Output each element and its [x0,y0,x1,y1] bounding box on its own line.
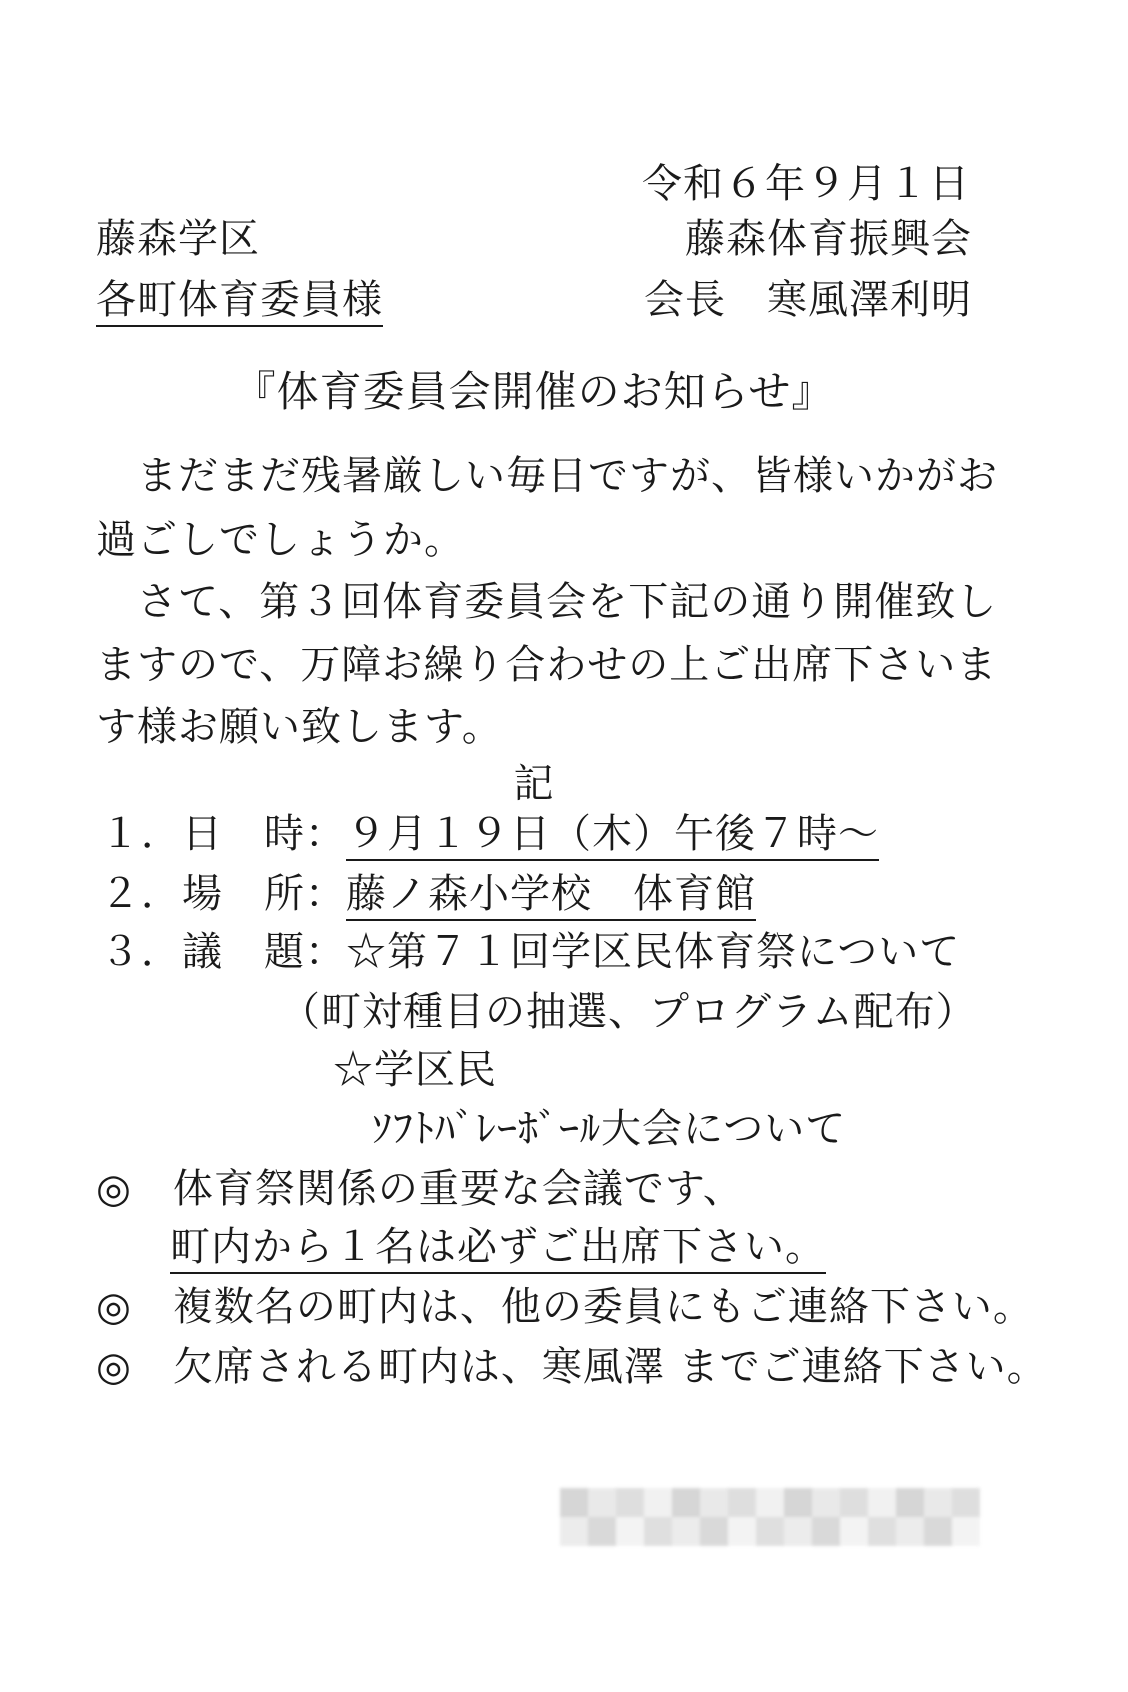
body-paragraph-1-line-2: 過ごしでしょうか。 [96,517,465,563]
document-date: 令和６年９月１日 [642,161,970,207]
item-place [100,870,756,918]
sender-name: 会長 寒風澤利明 [644,277,972,323]
item-agenda-value: ☆第７１回学区民体育祭について [346,929,961,975]
sender-organization: 藤森体育振興会 [685,216,972,262]
recipient-district: 藤森学区 [96,216,260,262]
agenda-item-2-suffix: ｿﾌﾄﾊﾞﾚｰﾎﾞｰﾙ大会について [372,1106,847,1152]
note-1-line-1: ◎ 体育祭関係の重要な会議です、 [96,1166,744,1212]
recipient-name [96,276,383,324]
body-paragraph-2-line-2: ますので、万障お繰り合わせの上ご出席下さいま [96,642,998,688]
item-agenda-label: ３．議 題： [100,929,346,975]
note-2: ◎ 複数名の町内は、他の委員にもご連絡下さい。 [96,1284,1034,1330]
agenda-sub-note: （町対種目の抽選、プログラム配布） [280,989,977,1035]
redacted-contact-block [560,1488,980,1546]
item-agenda [100,928,960,976]
body-paragraph-2-line-1: さて、第３回体育委員会を下記の通り開催致し [96,579,998,625]
body-paragraph-1-line-1: まだまだ残暑厳しい毎日ですが、皆様いかがお [96,453,998,499]
recipient-name-text: 各町体育委員様 [96,277,383,327]
agenda-item-2-prefix: ☆学区民 [333,1047,497,1093]
document-title: 『体育委員会開催のお知らせ』 [233,367,835,416]
ki-heading: 記 [513,761,555,807]
item-place-label: ２．場 所： [100,871,346,917]
item-datetime-label: １．日 時： [100,811,346,857]
note-3: ◎ 欠席される町内は、寒風澤 までご連絡下さい。 [96,1344,1048,1390]
note-1-line-2-text: 町内から１名は必ずご出席下さい。 [170,1224,826,1274]
item-datetime-value: ９月１９日（木）午後７時～ [346,811,879,861]
item-place-value: 藤ノ森小学校 体育館 [346,871,756,921]
body-paragraph-2-line-3: す様お願い致します。 [96,704,503,750]
note-1-line-2 [170,1223,826,1271]
item-datetime [100,810,879,858]
